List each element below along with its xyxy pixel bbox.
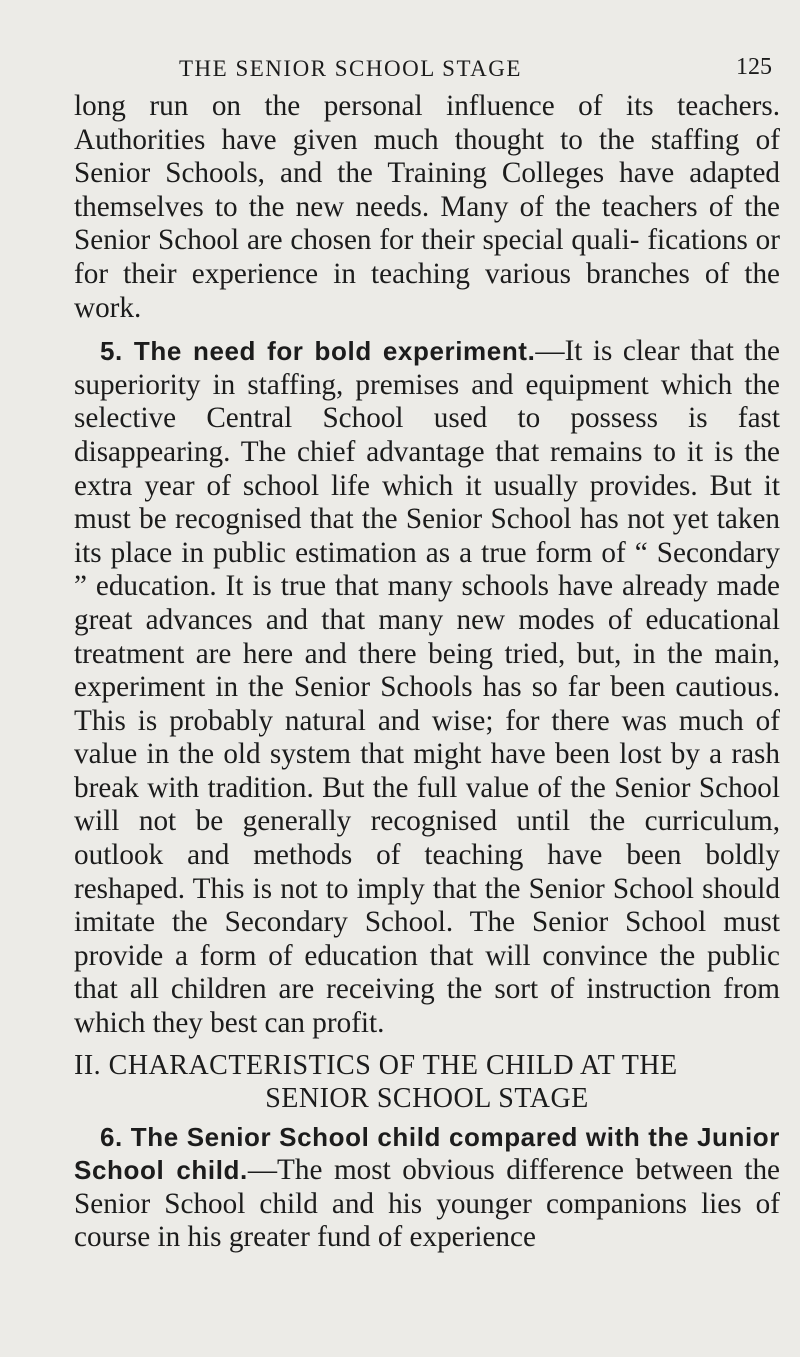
paragraph-6-body: —The most obvious difference between the Senior School child and his younger companions lies of course in his greater fund of experience [74,1154,780,1254]
paragraph-continued: long run on the personal influence of its teachers. Authorities have given much thought to the staffing of Senior Schools, and the Training Colleges have adapted themselves to the new needs. Many of the teachers of the Senior School are chosen for their special quali- fications or for their experience in teaching various branches of the work. [74,90,780,324]
section-heading [74,1049,780,1115]
paragraph-6-heading: 6. The Senior School child compared with the Junior School child. [74,1121,780,1186]
running-title: THE SENIOR SCHOOL STAGE [179,56,522,81]
paragraph-5-heading: 5. The need for bold experiment. [100,336,536,367]
section-heading-line-1: II. CHARACTERISTICS OF THE CHILD AT THE [74,1049,678,1081]
paragraph-5-body: —It is clear that the superiority in staffing, premises and equipment which the selective Central School used to possess is fast disappearing. The chief advantage that remains to it is the extra year of school life which it usually provides. But it must be recognised that the Senior School has not yet taken its place in public estimation as a true form of “ Secondary ” education. It is true that many schools have already made great advances and that many new modes of educational treatment are here and there being tried, but, in the main, experiment in the Senior Schools has so far been cautious. This is probably natural and wise; for there was much of value in the old system that might have been lost by a rash break with tradition. But the full value of the Senior School will not be generally recognised until the curriculum, outlook and methods of teaching have been boldly reshaped. This is not to imply that the Senior School should imitate the Secondary School. The Senior School must provide a form of education that will convince the public that all children are receiving the sort of instruction from which they best can profit. [74,335,780,1040]
running-head [74,0,780,90]
section-heading-line-2: SENIOR SCHOOL STAGE [265,1082,589,1114]
paragraph-section-6 [74,1121,780,1255]
page-number: 125 [736,54,772,80]
paragraph-section-5 [74,335,780,1040]
